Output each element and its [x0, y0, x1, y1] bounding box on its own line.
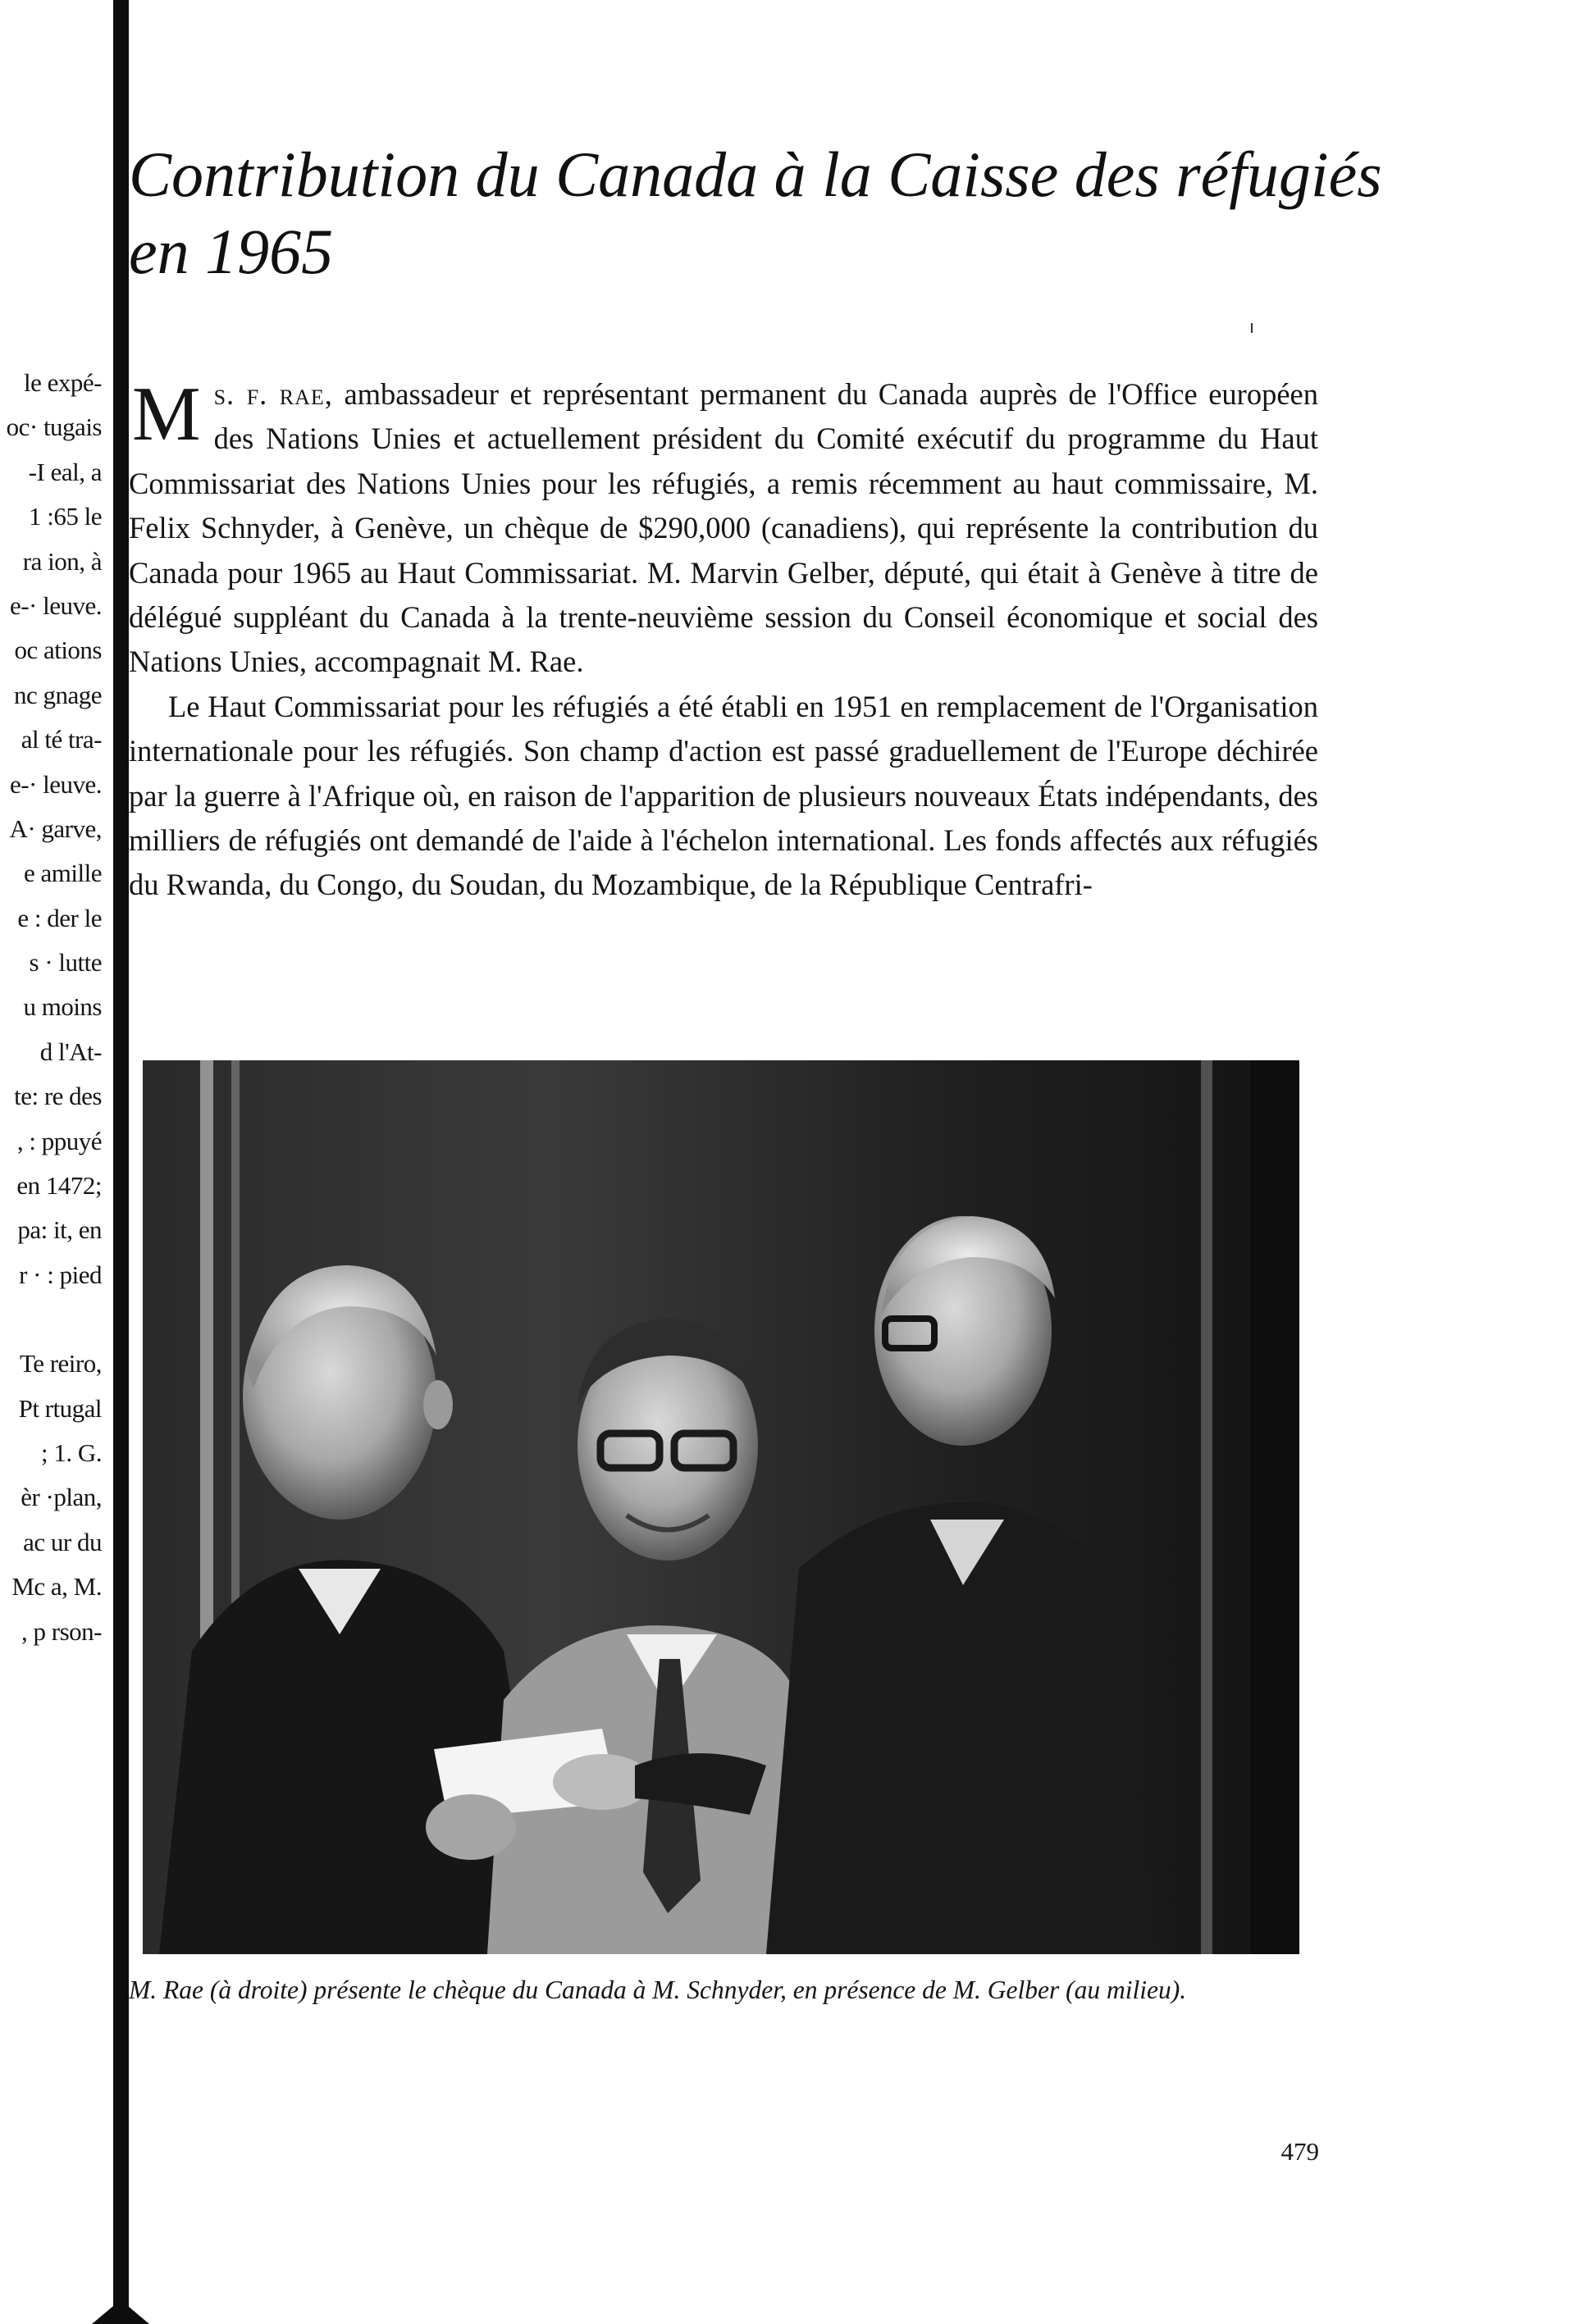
facing-page-line: d l'At-: [39, 1037, 102, 1066]
facing-page-line: nc gnage: [13, 680, 102, 709]
facing-page-line: èr ·plan,: [21, 1483, 102, 1512]
facing-page-line: oc· tugais: [6, 412, 102, 442]
facing-page-line: e-· leuve.: [9, 769, 102, 799]
photo-caption: M. Rae (à droite) présente le chèque du Canada à M. Schnyder, en présence de M. Gelber (au milieu).: [129, 1975, 1187, 2004]
facing-page-line: Mc a, M.: [11, 1572, 102, 1602]
facing-page-line: -I eal, a: [28, 457, 102, 486]
facing-page-line: u moins: [23, 992, 102, 1022]
facing-page-line: e amille: [24, 859, 102, 888]
facing-page-line: en 1472;: [16, 1171, 102, 1201]
facing-page-line: Te reiro,: [19, 1349, 102, 1378]
drop-cap: M: [132, 371, 201, 457]
stray-mark: [1251, 323, 1253, 333]
facing-page-line: te: re des: [14, 1082, 102, 1111]
page-number: 479: [1280, 2137, 1319, 2166]
facing-page-line: ; 1. G.: [41, 1438, 102, 1467]
facing-page-gap: [0, 1297, 102, 1342]
paragraph-1-text: ambassadeur et représentant permanent du Canada auprès de l'Office européen des Nations Unies et actuellement président du Comité exécutif du programme du Haut Commissariat des Nations Unies pour les réfugiés, a remis récemment au haut commissaire, M. Felix Schnyder, à Genève, un chèque de $290,000 (canadiens), qui représente la contribution du Canada pour 1965 au Haut Commissariat. M. Marvin Gelber, député, qui était à Genève à titre de délégué suppléant du Canada à la trente-neuvième session du Conseil économique et social des Nations Unies, accompagnait M. Rae.: [129, 377, 1318, 679]
paragraph-1: [129, 372, 1318, 685]
facing-page-line: al té tra-: [21, 725, 102, 754]
facing-page-fragments: [0, 361, 102, 1654]
facing-page-line: A· garve,: [9, 813, 102, 843]
facing-page-line: , p rson-: [21, 1616, 102, 1646]
facing-page-line: pa: it, en: [17, 1215, 102, 1245]
facing-page-line: e : der le: [17, 903, 102, 932]
facing-page-line: ac ur du: [23, 1527, 102, 1556]
paragraph-2: Le Haut Commissariat pour les réfugiés a été établi en 1951 en remplacement de l'Organisation internationale pour les réfugiés. Son champ d'action est passé graduellement de l'Europe déchirée par la guerre à l'Afrique où, en raison de l'apparition de plusieurs nouveaux États indépendants, des milliers de réfugiés ont demandé de l'aide à l'échelon international. Les fonds affectés aux réfugiés du Rwanda, du Congo, du Soudan, du Mozambique, de la République Centrafri-: [129, 689, 1318, 902]
article-body: [129, 372, 1318, 908]
facing-page-line: 1 :65 le: [29, 502, 102, 531]
facing-page-line: ra ion, à: [22, 546, 102, 576]
article-title: Contribution du Canada à la Caisse des réfugiés en 1965: [129, 139, 1382, 287]
facing-page-line: , : ppuyé: [16, 1126, 102, 1155]
photo-illustration: [143, 1060, 1299, 1954]
lead-in-small-caps: s. f. rae,: [213, 377, 333, 411]
facing-page-line: s · lutte: [29, 948, 102, 977]
facing-page-line: r · : pied: [19, 1260, 102, 1289]
book-spine-shadow: [113, 0, 129, 2324]
photograph-three-men: [143, 1060, 1299, 1954]
facing-page-line: e-· leuve.: [9, 590, 102, 620]
facing-page-line: le expé-: [24, 368, 102, 397]
facing-page-line: oc ations: [14, 636, 102, 665]
facing-page-line: Pt rtugal: [18, 1393, 102, 1423]
